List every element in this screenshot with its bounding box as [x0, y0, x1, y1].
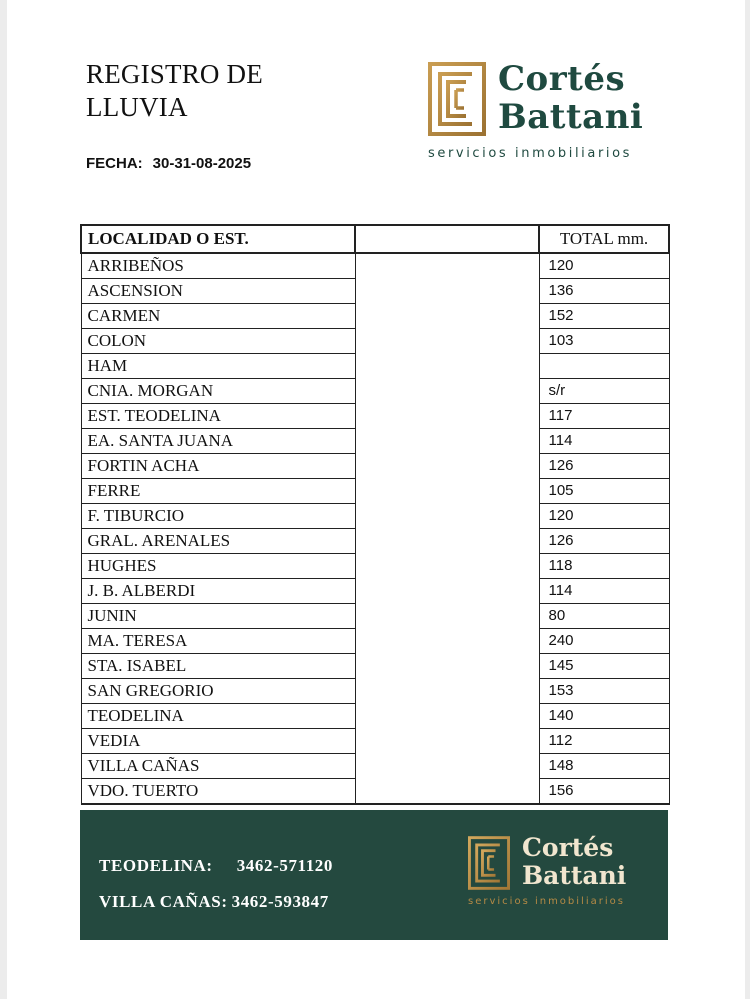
cell-blank [355, 454, 539, 479]
cell-localidad: HAM [81, 354, 355, 379]
table-row [81, 429, 669, 454]
table-row [81, 253, 669, 279]
cell-total: 117 [539, 404, 669, 429]
cell-blank [355, 579, 539, 604]
cell-blank [355, 354, 539, 379]
footer-brand-logo [468, 834, 658, 914]
cell-localidad: SAN GREGORIO [81, 679, 355, 704]
footer-brand-line-1: Cortés [522, 833, 614, 862]
cell-localidad: ASCENSION [81, 279, 355, 304]
cell-total: 126 [539, 454, 669, 479]
cell-total: 136 [539, 279, 669, 304]
cell-total: 156 [539, 779, 669, 805]
cell-localidad: VILLA CAÑAS [81, 754, 355, 779]
cell-blank [355, 679, 539, 704]
footer-brand-line-2: Battani [522, 861, 627, 890]
cell-blank [355, 729, 539, 754]
table-row [81, 304, 669, 329]
cell-total: 80 [539, 604, 669, 629]
table-row [81, 729, 669, 754]
cell-blank [355, 754, 539, 779]
page-edge-right [745, 0, 750, 999]
cell-localidad: FERRE [81, 479, 355, 504]
cell-localidad: STA. ISABEL [81, 654, 355, 679]
cell-total [539, 354, 669, 379]
cell-blank [355, 304, 539, 329]
cell-localidad: ARRIBEÑOS [81, 253, 355, 279]
cell-total: 240 [539, 629, 669, 654]
table-row [81, 279, 669, 304]
contact-label: VILLA CAÑAS: [99, 892, 228, 911]
cell-total: 114 [539, 429, 669, 454]
cell-blank [355, 529, 539, 554]
cell-localidad: EA. SANTA JUANA [81, 429, 355, 454]
cell-localidad: EST. TEODELINA [81, 404, 355, 429]
brand-tagline: servicios inmobiliarios [428, 146, 633, 161]
cell-total: 118 [539, 554, 669, 579]
table-row [81, 554, 669, 579]
cell-localidad: F. TIBURCIO [81, 504, 355, 529]
title-line-2: LLUVIA [86, 92, 188, 122]
cell-total: 140 [539, 704, 669, 729]
cell-total: s/r [539, 379, 669, 404]
table-row [81, 404, 669, 429]
cell-localidad: JUNIN [81, 604, 355, 629]
contact-villa-canas [99, 892, 329, 912]
cell-localidad: J. B. ALBERDI [81, 579, 355, 604]
header-localidad: LOCALIDAD O EST. [81, 225, 355, 253]
table-row [81, 629, 669, 654]
header-total: TOTAL mm. [539, 225, 669, 253]
cell-localidad: MA. TERESA [81, 629, 355, 654]
cell-localidad: VDO. TUERTO [81, 779, 355, 805]
header-blank [355, 225, 539, 253]
table-row [81, 679, 669, 704]
cell-blank [355, 704, 539, 729]
cell-total: 148 [539, 754, 669, 779]
cell-blank [355, 404, 539, 429]
cell-blank [355, 554, 539, 579]
cell-localidad: GRAL. ARENALES [81, 529, 355, 554]
cell-total: 120 [539, 253, 669, 279]
brand-name-line-2: Battani [498, 97, 644, 137]
cell-blank [355, 504, 539, 529]
table-row [81, 654, 669, 679]
cell-total: 112 [539, 729, 669, 754]
cell-blank [355, 629, 539, 654]
table-row [81, 604, 669, 629]
cell-blank [355, 253, 539, 279]
cell-localidad: CARMEN [81, 304, 355, 329]
table-row [81, 329, 669, 354]
contact-phone: 3462-593847 [231, 892, 329, 911]
date-line [86, 155, 251, 172]
date-label: FECHA: [86, 155, 143, 172]
rainfall-table [80, 224, 670, 805]
footer-brand-tagline: servicios inmobiliarios [468, 896, 625, 907]
table-row [81, 454, 669, 479]
table-row [81, 354, 669, 379]
cb-monogram-icon [428, 62, 486, 136]
cell-localidad: HUGHES [81, 554, 355, 579]
cell-total: 153 [539, 679, 669, 704]
cell-blank [355, 654, 539, 679]
contact-footer [80, 810, 668, 940]
contact-phone: 3462-571120 [236, 856, 334, 875]
table-row [81, 504, 669, 529]
cell-total: 120 [539, 504, 669, 529]
table-row [81, 579, 669, 604]
date-value: 30-31-08-2025 [152, 155, 252, 172]
cell-total: 152 [539, 304, 669, 329]
brand-logo [428, 60, 668, 168]
cell-blank [355, 779, 539, 805]
page-title [86, 58, 263, 124]
cell-total: 114 [539, 579, 669, 604]
cell-blank [355, 604, 539, 629]
cell-total: 145 [539, 654, 669, 679]
cell-blank [355, 479, 539, 504]
cell-localidad: FORTIN ACHA [81, 454, 355, 479]
cell-localidad: VEDIA [81, 729, 355, 754]
cb-monogram-icon [468, 836, 510, 890]
cell-blank [355, 429, 539, 454]
cell-blank [355, 329, 539, 354]
cell-localidad: TEODELINA [81, 704, 355, 729]
cell-blank [355, 379, 539, 404]
page-edge-left [0, 0, 7, 999]
table-row [81, 779, 669, 805]
table-row [81, 379, 669, 404]
contact-teodelina [99, 856, 333, 876]
contact-label: TEODELINA: [99, 856, 213, 875]
cell-total: 103 [539, 329, 669, 354]
table-header-row [81, 225, 669, 253]
cell-blank [355, 279, 539, 304]
table-row [81, 479, 669, 504]
cell-localidad: CNIA. MORGAN [81, 379, 355, 404]
table-row [81, 704, 669, 729]
table-row [81, 529, 669, 554]
table-row [81, 754, 669, 779]
cell-total: 126 [539, 529, 669, 554]
cell-total: 105 [539, 479, 669, 504]
brand-name-line-1: Cortés [498, 59, 626, 99]
title-line-1: REGISTRO DE [86, 59, 263, 89]
cell-localidad: COLON [81, 329, 355, 354]
